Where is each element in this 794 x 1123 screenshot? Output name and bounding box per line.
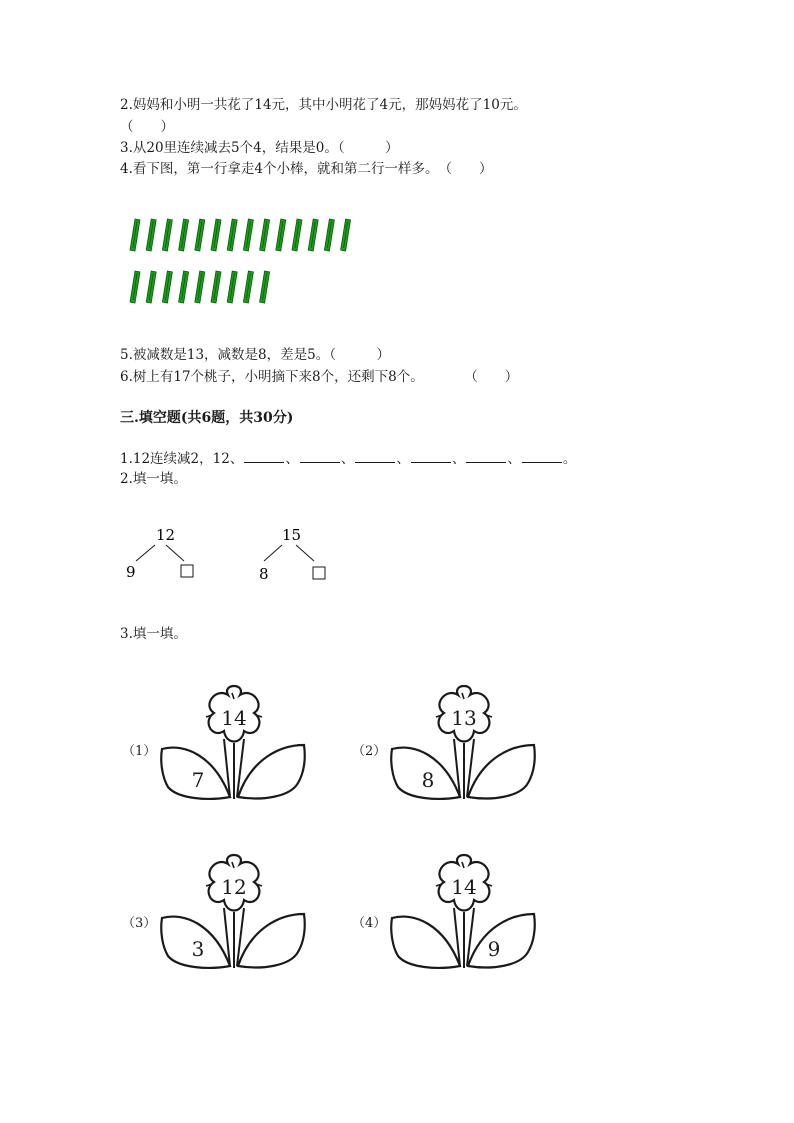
blank[interactable] (300, 450, 340, 463)
stick (146, 271, 156, 303)
section-3-title: 三.填空题(共6题，共30分) (120, 410, 294, 426)
stick (292, 219, 302, 251)
answer-box[interactable] (313, 567, 325, 579)
fill-question-1: 1.12连续减2，12、 、 、 、 、 、 。 (120, 451, 577, 467)
right-leaf (468, 914, 535, 967)
fill-question-3: 3.填一填。 (120, 626, 187, 642)
stick (211, 219, 221, 251)
left-leaf (391, 917, 460, 968)
blank[interactable] (466, 450, 506, 463)
blank[interactable] (522, 450, 562, 463)
question-2-answer-paren[interactable]: （ ） (120, 119, 174, 135)
stick (195, 219, 205, 251)
stick (260, 271, 270, 303)
tree-top-number: 15 (282, 526, 302, 544)
stick (179, 271, 189, 303)
stick (324, 219, 334, 251)
stick (227, 219, 237, 251)
right-leaf (238, 745, 305, 798)
tree-top-number: 12 (156, 526, 176, 544)
stick (227, 271, 237, 303)
flower-center-number: 14 (451, 875, 477, 899)
question-3: 3.从20里连续减去5个4，结果是0。（ ） (120, 140, 399, 156)
flower-label-4: （4） (352, 916, 387, 931)
flower-center-number: 12 (221, 875, 247, 899)
question-4: 4.看下图，第一行拿走4个小棒，就和第二行一样多。 （ ） (120, 161, 493, 177)
tree-left-number: 8 (259, 565, 269, 583)
flower-label-3: （3） (122, 916, 157, 931)
stick (179, 219, 189, 251)
stick (341, 219, 351, 251)
stick (130, 219, 140, 251)
flower-4 (388, 852, 544, 984)
flower-3 (158, 852, 314, 984)
stick (276, 219, 286, 251)
stick (195, 271, 205, 303)
fill-q1-prefix: 1.12连续减2，12、 (120, 451, 244, 467)
right-leaf (468, 745, 535, 798)
fill-question-2: 2.填一填。 (120, 471, 187, 487)
flower-1 (158, 683, 314, 815)
flower-2 (388, 683, 544, 815)
leaf-number: 9 (487, 937, 501, 961)
question-2: 2.妈妈和小明一共花了14元，其中小明花了4元，那妈妈花了10元。 (120, 97, 527, 113)
number-tree-1 (122, 525, 212, 585)
flower-label-2: （2） (352, 744, 387, 759)
answer-box[interactable] (181, 565, 193, 577)
stick-row-2 (124, 270, 364, 304)
stick (260, 219, 270, 251)
blank[interactable] (244, 450, 284, 463)
question-6: 6.树上有17个桃子，小明摘下来8个，还剩下8个。 （ ） (120, 369, 519, 385)
right-leaf (238, 914, 305, 967)
flower-center-number: 14 (221, 706, 247, 730)
flower-label-1: （1） (122, 744, 157, 759)
leaf-number: 7 (191, 768, 205, 792)
question-5: 5.被减数是13，减数是8，差是5。（ ） (120, 347, 390, 363)
stick (243, 271, 253, 303)
stick (162, 219, 172, 251)
stick (146, 219, 156, 251)
stick (243, 219, 253, 251)
stick-row-1 (124, 218, 364, 252)
flower-center-number: 13 (451, 706, 477, 730)
stick (162, 271, 172, 303)
number-tree-2 (256, 525, 346, 585)
blank[interactable] (411, 450, 451, 463)
stick (308, 219, 318, 251)
leaf-number: 8 (421, 768, 435, 792)
tree-left-number: 9 (126, 563, 136, 581)
blank[interactable] (355, 450, 395, 463)
stick (211, 271, 221, 303)
stick (130, 271, 140, 303)
leaf-number: 3 (191, 937, 205, 961)
